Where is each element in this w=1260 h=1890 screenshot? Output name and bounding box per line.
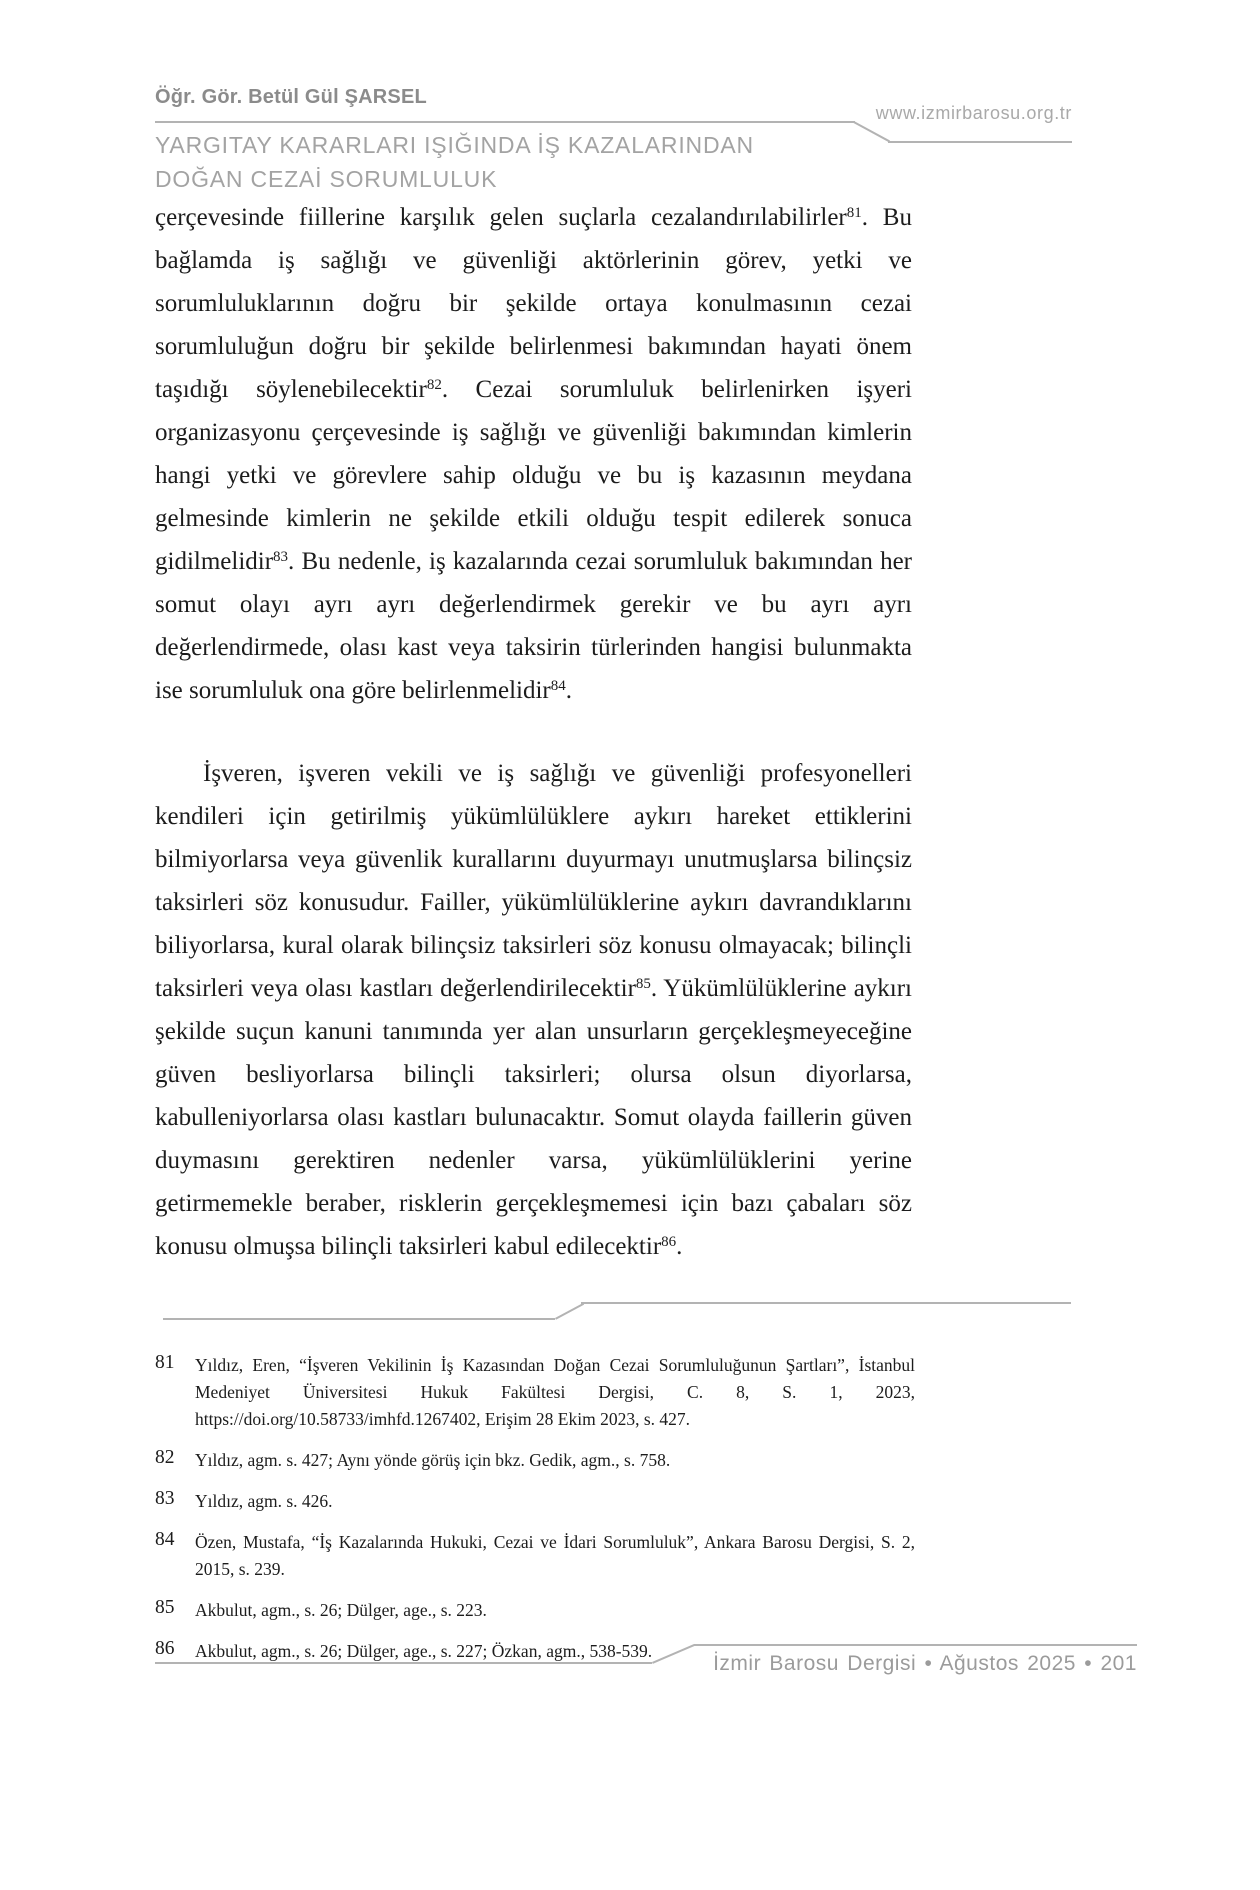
footnote-section bbox=[155, 1352, 915, 1679]
footnote-reference: 84 bbox=[550, 677, 566, 694]
footnote-number: 85 bbox=[155, 1597, 175, 1618]
footnote-number: 82 bbox=[155, 1447, 175, 1468]
header-rule-left-segment bbox=[155, 121, 855, 123]
footnote-number: 83 bbox=[155, 1488, 175, 1509]
footnote-text: Akbulut, agm., s. 26; Dülger, age., s. 223. bbox=[195, 1600, 487, 1620]
body-paragraph: İşveren, işveren vekili ve iş sağlığı ve güvenliği profesyonelleri kendileri için getirilmiş yükümlülüklere aykırı hareket ettiklerini bilmiyorlarsa veya güvenlik kurallarını duyurmayı unutmuşlarsa bilinçsiz taksirleri söz konusudur. Failler, yükümlülüklerine aykırı davrandıklarını biliyorlarsa, kural olarak bilinçsiz taksirleri söz konusu olmayacak; bilinçli taksirleri veya olası kastları değerlendirilecektir$^{85}$. Yükümlülüklerine aykırı şekilde suçun kanuni tanımında yer alan unsurların gerçekleşmeyeceğine güven besliyorlarsa bilinçli taksirleri; olursa olsun diyorlarsa, kabulleniyorlarsa olası kastları bulunacaktır. Somut olayda faillerin güven duymasını gerektiren nedenler varsa, yükümlülüklerini yerine getirmemekle beraber, risklerin gerçekleşmemesi için bazı çabaları söz konusu olmuşsa bilinçli taksirleri kabul edilecektir$^{86}$. bbox=[155, 760, 913, 1260]
footnote-separator-diagonal bbox=[555, 1303, 584, 1320]
footnote-separator-left-segment bbox=[163, 1318, 555, 1320]
footnote-separator-right-segment bbox=[581, 1302, 1071, 1304]
footnote-text: Akbulut, agm., s. 26; Dülger, age., s. 227; Özkan, agm., 538-539. bbox=[195, 1641, 653, 1661]
footnote-text: Özen, Mustafa, “İş Kazalarında Hukuki, Cezai ve İdari Sorumluluk”, Ankara Barosu Dergisi, S. 2, 2015, s. 239. bbox=[195, 1532, 915, 1579]
footnote-reference: 81 bbox=[846, 204, 862, 221]
footnote-reference: 83 bbox=[273, 548, 289, 565]
article-title-line-1: YARGITAY KARARLARI IŞIĞINDA İŞ KAZALARINDAN bbox=[155, 132, 754, 158]
footnote-item bbox=[155, 1488, 915, 1515]
author-name: Öğr. Gör. Betül Gül ŞARSEL bbox=[155, 86, 427, 108]
footnote-number: 84 bbox=[155, 1529, 175, 1550]
article-title bbox=[155, 128, 795, 196]
footnote-reference: 85 bbox=[635, 975, 651, 992]
footnote-text: Yıldız, Eren, “İşveren Vekilinin İş Kazasından Doğan Cezai Sorumluluğunun Şartları”, İstanbul Medeniyet Üniversitesi Hukuk Fakültesi Dergisi, C. 8, S. 1, 2023, https://doi.org/10.58733/imhfd.1267402, Erişim 28 Ekim 2023, s. 427. bbox=[195, 1355, 915, 1429]
footnote-number: 81 bbox=[155, 1352, 175, 1373]
footnote-item bbox=[155, 1447, 915, 1474]
footer-rule-left-segment bbox=[155, 1662, 652, 1664]
footer-rule-right-segment bbox=[694, 1644, 1137, 1646]
footnote-reference: 82 bbox=[426, 376, 442, 393]
page-footer-journal-info: İzmir Barosu Dergisi • Ağustos 2025 • 201 bbox=[713, 1652, 1137, 1675]
footnote-item bbox=[155, 1529, 915, 1583]
article-title-line-2: DOĞAN CEZAİ SORUMLULUK bbox=[155, 166, 498, 192]
body-paragraph: çerçevesinde fiillerine karşılık gelen suçlarla cezalandırılabilirler$^{81}$. Bu bağlamda iş sağlığı ve güvenliği aktörlerinin görev, yetki ve sorumluluklarının doğru bir şekilde ortaya konulmasının cezai sorumluluğun doğru bir şekilde belirlenmesi bakımından hayati önem taşıdığı söylenebilecektir$^{82}$. Cezai sorumluluk belirlenirken işyeri organizasyonu çerçevesinde iş sağlığı ve güvenliği bakımından kimlerin hangi yetki ve görevlere sahip olduğu ve bu iş kazasının meydana gelmesinde kimlerin ne şekilde etkili olduğu tespit edilerek sonuca gidilmelidir$^{83}$. Bu nedenle, iş kazalarında cezai sorumluluk bakımından her somut olayı ayrı ayrı değerlendirmek gerekir ve bu ayrı ayrı değerlendirmede, olası kast veya taksirin türlerinden hangisi bulunmakta ise sorumluluk ona göre belirlenmelidir$^{84}$. bbox=[155, 204, 912, 704]
header-rule-diagonal bbox=[853, 121, 890, 142]
footnote-item bbox=[155, 1352, 915, 1433]
footnote-item bbox=[155, 1597, 915, 1624]
footnote-text: Yıldız, agm. s. 426. bbox=[195, 1491, 333, 1511]
article-body bbox=[155, 196, 912, 1268]
header-rule-right-segment bbox=[888, 141, 1072, 143]
journal-website-url: www.izmirbarosu.org.tr bbox=[875, 103, 1072, 123]
footnote-text: Yıldız, agm. s. 427; Aynı yönde görüş için bkz. Gedik, agm., s. 758. bbox=[195, 1450, 671, 1470]
footnote-number: 86 bbox=[155, 1638, 175, 1659]
footnote-reference: 86 bbox=[661, 1233, 677, 1250]
